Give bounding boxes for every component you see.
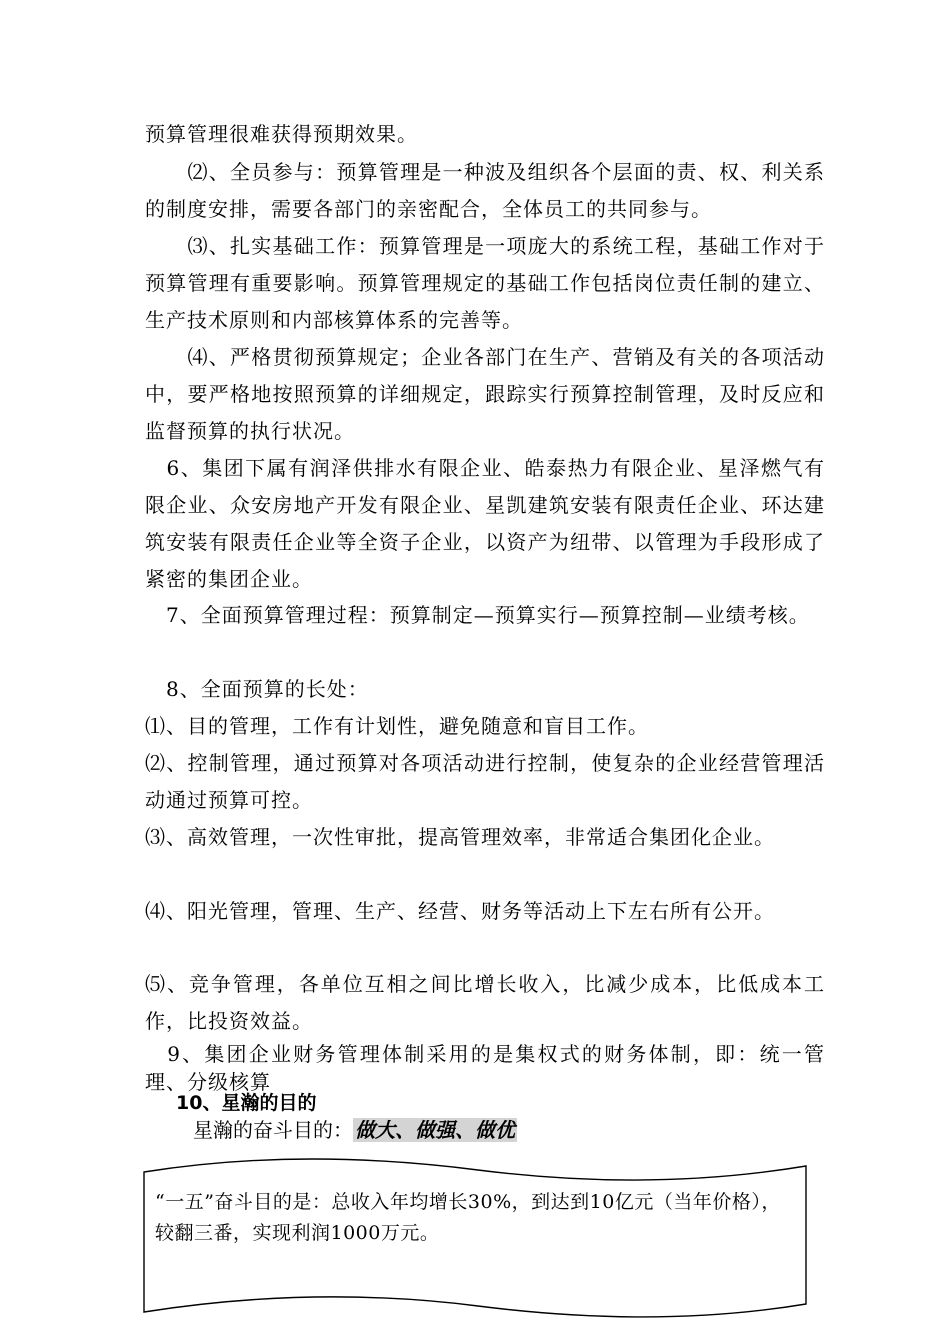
section-10-heading: 10、星瀚的目的 <box>176 1092 317 1114</box>
paragraph-advantage-2: ⑵、控制管理，通过预算对各项活动进行控制，使复杂的企业经营管理活动通过预算可控。 <box>145 751 825 812</box>
paragraph-intro-tail: 预算管理很难获得预期效果。 <box>145 122 418 146</box>
goal-highlight: 做大、做强、做优 <box>355 1118 515 1142</box>
paragraph-advantage-1: ⑴、目的管理，工作有计划性，避免随意和盲目工作。 <box>145 714 649 738</box>
paragraph-advantage-4: ⑷、阳光管理，管理、生产、经营、财务等活动上下左右所有公开。 <box>145 899 775 923</box>
paragraph-item-3: ⑶、扎实基础工作：预算管理是一项庞大的系统工程，基础工作对于预算管理有重要影响。预算管理规定的基础工作包括岗位责任制的建立、生产技术原则和内部核算体系的完善等。 <box>145 234 825 332</box>
paragraph-advantage-5: ⑸、竞争管理，各单位互相之间比增长收入，比减少成本，比低成本工作，比投资效益。 <box>145 972 825 1033</box>
paragraph-item-4: ⑷、严格贯彻预算规定；企业各部门在生产、营销及有关的各项活动中，要严格地按照预算的详细规定，跟踪实行预算控制管理，及时反应和监督预算的执行状况。 <box>145 345 825 443</box>
goal-line <box>193 1115 517 1145</box>
paragraph-item-2: ⑵、全员参与：预算管理是一种波及组织各个层面的责、权、利关系的制度安排，需要各部门的亲密配合，全体员工的共同参与。 <box>145 160 825 221</box>
scroll-box-text: “一五”奋斗目的是：总收入年均增长30%，到达到10亿元（当年价格），较翻三番，实现利润1000万元。 <box>155 1191 781 1244</box>
paragraph-section-7: 7、全面预算管理过程：预算制定—预算实行—预算控制—业绩考核。 <box>145 603 810 627</box>
paragraph-section-8: 8、全面预算的长处： <box>145 677 369 701</box>
paragraph-section-6: 6、集团下属有润泽供排水有限企业、皓泰热力有限企业、星泽燃气有限企业、众安房地产开发有限企业、星凯建筑安装有限责任企业、环达建筑安装有限责任企业等全资子企业，以资产为纽带、以管理为手段形成了紧密的集团企业。 <box>145 456 825 591</box>
paragraph-section-9: 9、集团企业财务管理体制采用的是集权式的财务体制，即：统一管理、分级核算 <box>145 1042 825 1094</box>
paragraph-advantage-3: ⑶、高效管理，一次性审批，提高管理效率，非常适合集团化企业。 <box>145 825 775 849</box>
goal-prefix: 星瀚的奋斗目的： <box>193 1118 353 1142</box>
